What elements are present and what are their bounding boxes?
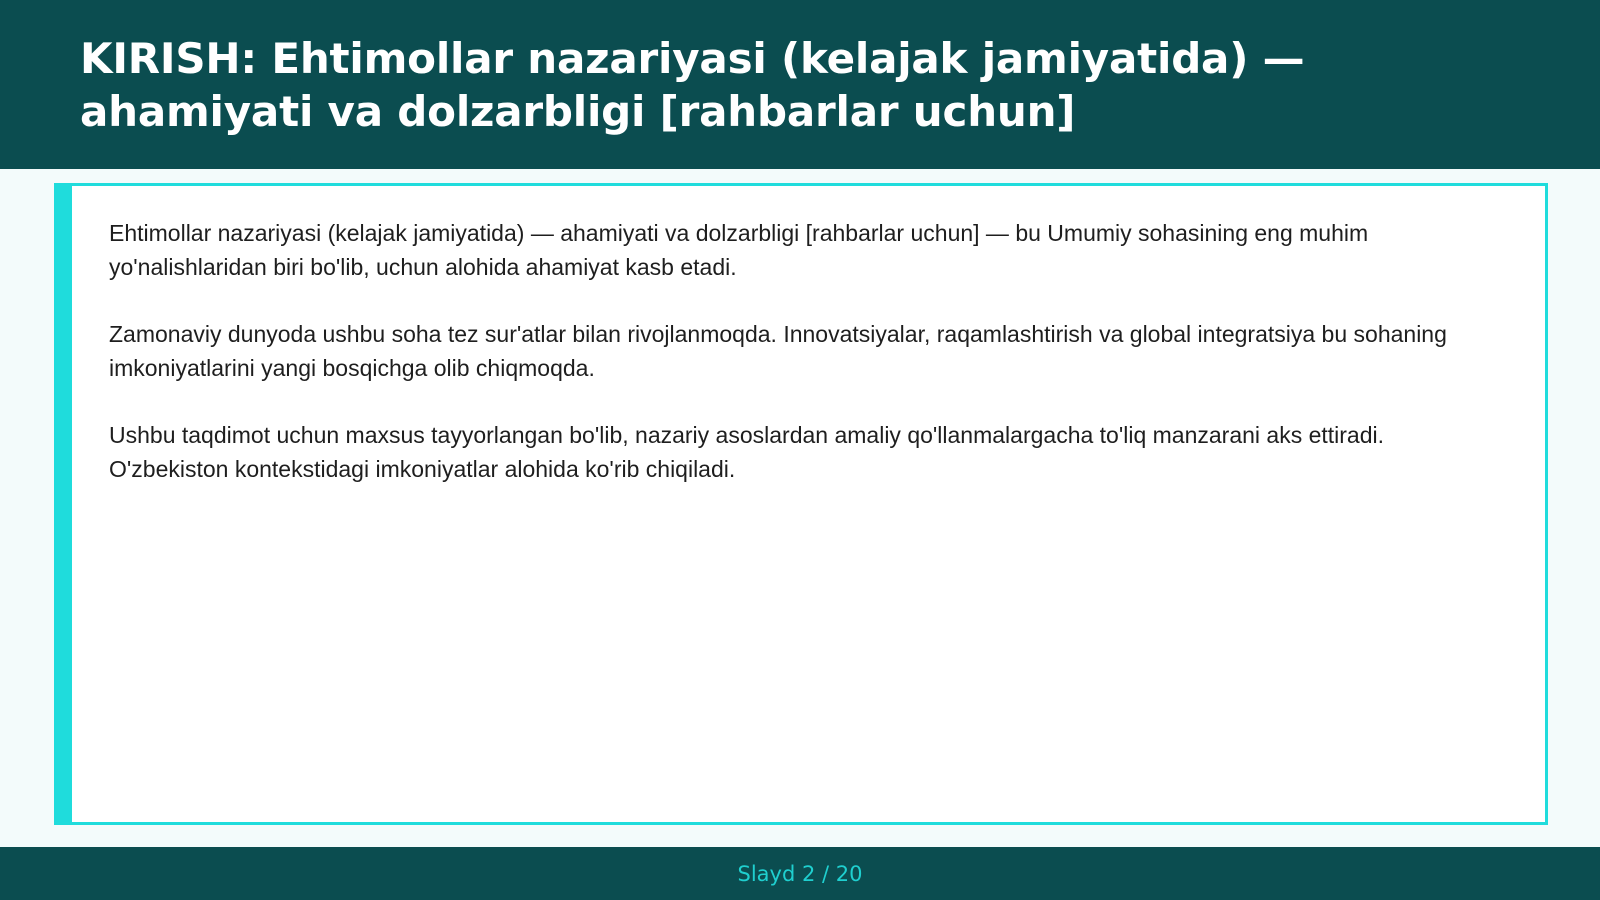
slide-footer: [0, 847, 1600, 900]
slide-title: KIRISH: Ehtimollar nazariyasi (kelajak jamiyatida) — ahamiyati va dolzarbligi [rahbarlar uchun]: [80, 34, 1305, 136]
slide-counter: Slayd 2 / 20: [737, 861, 863, 886]
paragraph-3: Ushbu taqdimot uchun maxsus tayyorlangan bo'lib, nazariy asoslardan amaliy qo'llanmalargacha to'liq manzarani aks ettiradi. O'zbekiston kontekstidagi imkoniyatlar alohida ko'rib chiqiladi.: [109, 422, 1385, 482]
paragraph-2: Zamonaviy dunyoda ushbu soha tez sur'atlar bilan rivojlanmoqda. Innovatsiyalar, raqamlashtirish va global integratsiya bu sohaning imkoniyatlarini yangi bosqichga olib chiqmoqda.: [109, 321, 1447, 381]
slide-header: [0, 0, 1600, 169]
content-card: [54, 183, 1548, 825]
paragraph-1: Ehtimollar nazariyasi (kelajak jamiyatida) — ahamiyati va dolzarbligi [rahbarlar uchun] — bu Umumiy sohasining eng muhim yo'nalishlaridan biri bo'lib, uchun alohida ahamiyat kasb etadi.: [109, 220, 1369, 280]
